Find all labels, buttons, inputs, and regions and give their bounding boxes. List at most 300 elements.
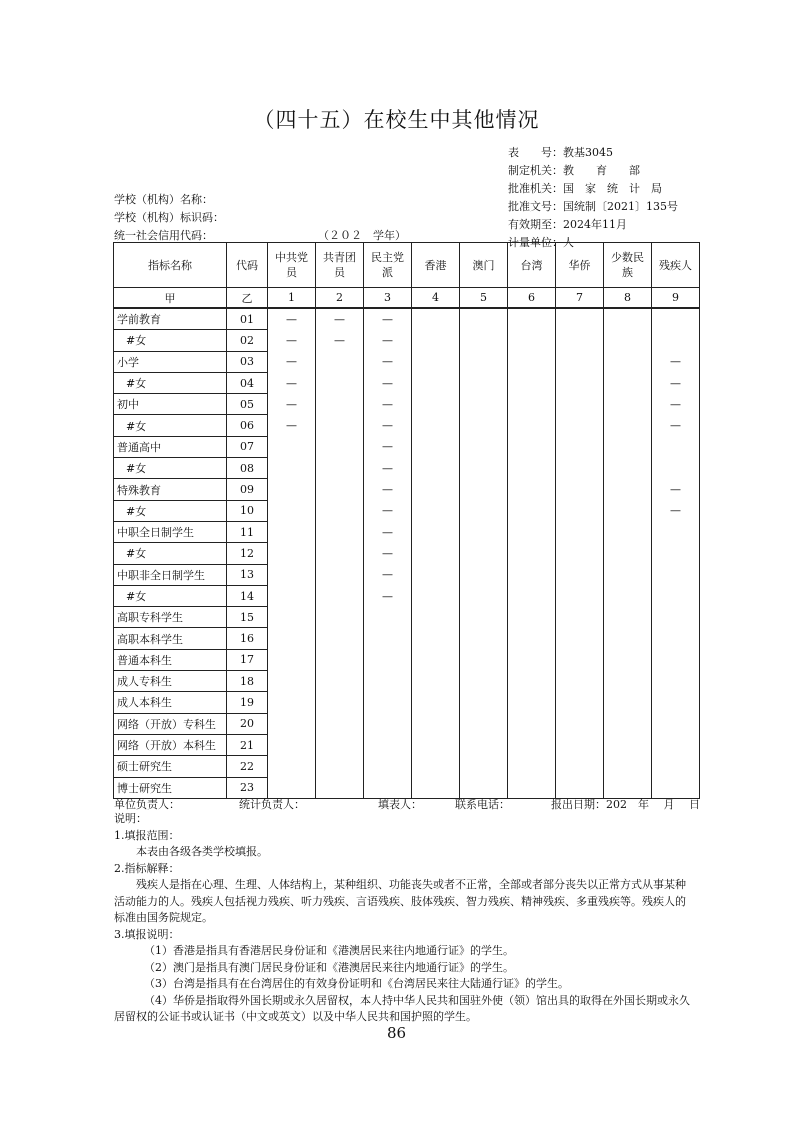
data-entry-cell[interactable]: [556, 734, 604, 755]
school-year-note: （２０２ 学年）: [318, 229, 406, 242]
column-header: 少数民 族: [604, 243, 652, 288]
data-entry-cell[interactable]: [508, 521, 556, 542]
data-entry-cell[interactable]: [460, 479, 508, 500]
data-entry-cell[interactable]: [556, 394, 604, 415]
data-entry-cell[interactable]: [268, 585, 316, 606]
valid-until: 有效期至：2024年11月: [508, 218, 627, 231]
notes-section: [114, 811, 694, 1026]
data-entry-cell[interactable]: [556, 628, 604, 649]
not-applicable-cell: —: [268, 372, 316, 393]
row-label: 成人专科生: [114, 671, 227, 692]
data-entry-cell[interactable]: [316, 479, 364, 500]
table-row: [114, 734, 700, 755]
data-entry-cell[interactable]: [652, 713, 700, 734]
data-entry-cell[interactable]: [652, 607, 700, 628]
table-row: [114, 713, 700, 734]
data-entry-cell[interactable]: [412, 458, 460, 479]
data-entry-cell[interactable]: [652, 308, 700, 330]
row-code: 14: [227, 585, 268, 606]
column-index: 8: [604, 288, 652, 309]
row-code: 20: [227, 713, 268, 734]
data-entry-cell[interactable]: [268, 564, 316, 585]
data-entry-cell[interactable]: [316, 415, 364, 436]
school-name-field[interactable]: 学校（机构）名称：: [114, 193, 213, 206]
data-entry-cell[interactable]: [316, 671, 364, 692]
not-applicable-cell: —: [652, 500, 700, 521]
row-code: 18: [227, 671, 268, 692]
column-header: 中共党 员: [268, 243, 316, 288]
data-entry-cell[interactable]: [556, 713, 604, 734]
data-entry-cell[interactable]: [460, 756, 508, 777]
data-entry-cell[interactable]: [556, 649, 604, 670]
data-entry-cell[interactable]: [364, 756, 412, 777]
data-entry-cell[interactable]: [556, 479, 604, 500]
approval-number: 批准文号：国统制〔2021〕135号: [508, 200, 678, 213]
data-entry-cell[interactable]: [556, 756, 604, 777]
not-applicable-cell: —: [268, 330, 316, 351]
column-header: 香港: [412, 243, 460, 288]
data-entry-cell[interactable]: [556, 521, 604, 542]
data-entry-cell[interactable]: [412, 564, 460, 585]
table-row: [114, 692, 700, 713]
not-applicable-cell: —: [652, 394, 700, 415]
data-entry-cell[interactable]: [460, 692, 508, 713]
data-entry-cell[interactable]: [604, 734, 652, 755]
data-entry-cell[interactable]: [460, 649, 508, 670]
data-entry-cell[interactable]: [604, 521, 652, 542]
data-entry-cell[interactable]: [604, 372, 652, 393]
row-label: #女: [114, 372, 227, 393]
notes-item-2: （2）澳门是指具有澳门居民身份证和《港澳居民来往内地通行证》的学生。: [144, 960, 514, 974]
row-code: 01: [227, 308, 268, 330]
data-entry-cell[interactable]: [652, 436, 700, 457]
data-entry-cell[interactable]: [460, 564, 508, 585]
table-row: [114, 415, 700, 436]
data-entry-cell[interactable]: [316, 692, 364, 713]
data-entry-cell[interactable]: [604, 415, 652, 436]
data-entry-cell[interactable]: [316, 521, 364, 542]
row-code: 09: [227, 479, 268, 500]
data-entry-cell[interactable]: [460, 543, 508, 564]
row-code: 08: [227, 458, 268, 479]
data-entry-cell[interactable]: [412, 649, 460, 670]
table-row: [114, 756, 700, 777]
data-entry-cell[interactable]: [412, 521, 460, 542]
data-entry-cell[interactable]: [508, 756, 556, 777]
not-applicable-cell: —: [652, 372, 700, 393]
row-code: 12: [227, 543, 268, 564]
data-entry-cell[interactable]: [460, 372, 508, 393]
not-applicable-cell: —: [316, 308, 364, 330]
data-entry-cell[interactable]: [412, 500, 460, 521]
column-header: 台湾: [508, 243, 556, 288]
data-entry-cell[interactable]: [460, 585, 508, 606]
data-entry-cell[interactable]: [460, 330, 508, 351]
data-entry-cell[interactable]: [652, 734, 700, 755]
data-entry-cell[interactable]: [460, 436, 508, 457]
data-entry-cell[interactable]: [316, 649, 364, 670]
data-entry-cell[interactable]: [316, 564, 364, 585]
data-entry-cell[interactable]: [412, 713, 460, 734]
table-row: [114, 372, 700, 393]
data-entry-cell[interactable]: [412, 308, 460, 330]
column-header: 华侨: [556, 243, 604, 288]
not-applicable-cell: —: [364, 330, 412, 351]
notes-section-2-title: 2.指标解释：: [114, 861, 180, 875]
data-entry-cell[interactable]: [412, 585, 460, 606]
table-header-row: [114, 243, 700, 288]
data-entry-cell[interactable]: [652, 756, 700, 777]
data-entry-cell[interactable]: [460, 351, 508, 372]
school-id-field[interactable]: 学校（机构）标识码：: [114, 211, 224, 224]
not-applicable-cell: —: [364, 585, 412, 606]
data-entry-cell[interactable]: [412, 351, 460, 372]
data-entry-cell[interactable]: [604, 628, 652, 649]
data-entry-cell[interactable]: [556, 458, 604, 479]
data-entry-cell[interactable]: [508, 500, 556, 521]
data-entry-cell[interactable]: [412, 394, 460, 415]
data-entry-cell[interactable]: [460, 521, 508, 542]
data-entry-cell[interactable]: [604, 351, 652, 372]
row-code: 07: [227, 436, 268, 457]
row-label: 学前教育: [114, 308, 227, 330]
not-applicable-cell: —: [364, 500, 412, 521]
not-applicable-cell: —: [268, 351, 316, 372]
row-label: 中职全日制学生: [114, 521, 227, 542]
data-entry-cell[interactable]: [604, 500, 652, 521]
table-row: [114, 543, 700, 564]
data-entry-cell[interactable]: [508, 607, 556, 628]
data-entry-cell[interactable]: [316, 713, 364, 734]
data-entry-cell[interactable]: [316, 543, 364, 564]
row-label: 高职专科学生: [114, 607, 227, 628]
data-entry-cell[interactable]: [316, 500, 364, 521]
data-entry-cell[interactable]: [268, 543, 316, 564]
not-applicable-cell: —: [364, 415, 412, 436]
row-label: 成人本科生: [114, 692, 227, 713]
data-entry-cell[interactable]: [364, 671, 412, 692]
table-row: [114, 671, 700, 692]
data-entry-cell[interactable]: [508, 734, 556, 755]
row-label: 博士研究生: [114, 777, 227, 798]
data-entry-cell[interactable]: [412, 607, 460, 628]
row-code: 13: [227, 564, 268, 585]
data-entry-cell[interactable]: [508, 713, 556, 734]
row-label: 小学: [114, 351, 227, 372]
table-row: [114, 564, 700, 585]
data-entry-cell[interactable]: [604, 649, 652, 670]
data-entry-cell[interactable]: [316, 351, 364, 372]
data-entry-cell[interactable]: [652, 330, 700, 351]
data-entry-cell[interactable]: [556, 351, 604, 372]
data-entry-cell[interactable]: [316, 585, 364, 606]
page-number: 86: [386, 1024, 407, 1042]
data-entry-cell[interactable]: [268, 671, 316, 692]
data-entry-cell[interactable]: [508, 649, 556, 670]
table-index-row: [114, 288, 700, 309]
row-code: 23: [227, 777, 268, 798]
data-entry-cell[interactable]: [652, 649, 700, 670]
data-entry-cell[interactable]: [652, 692, 700, 713]
row-code: 11: [227, 521, 268, 542]
unit-head-label: 单位负责人：: [114, 798, 180, 811]
data-entry-cell[interactable]: [268, 607, 316, 628]
data-entry-cell[interactable]: [508, 351, 556, 372]
data-entry-cell[interactable]: [460, 500, 508, 521]
data-entry-cell[interactable]: [604, 308, 652, 330]
data-entry-cell[interactable]: [364, 713, 412, 734]
data-entry-cell[interactable]: [412, 756, 460, 777]
data-entry-cell[interactable]: [652, 628, 700, 649]
data-entry-cell[interactable]: [604, 692, 652, 713]
unit-of-measure: 计量单位：人: [508, 236, 574, 249]
row-label: #女: [114, 543, 227, 564]
data-entry-cell[interactable]: [508, 479, 556, 500]
data-entry-cell[interactable]: [556, 415, 604, 436]
data-entry-cell[interactable]: [556, 564, 604, 585]
data-entry-cell[interactable]: [460, 607, 508, 628]
data-entry-cell[interactable]: [460, 415, 508, 436]
not-applicable-cell: —: [364, 458, 412, 479]
column-index: 9: [652, 288, 700, 309]
data-entry-cell[interactable]: [604, 436, 652, 457]
data-entry-cell[interactable]: [316, 372, 364, 393]
approving-authority: 批准机关：国 家 统 计 局: [508, 182, 662, 195]
data-entry-cell[interactable]: [556, 543, 604, 564]
data-entry-cell[interactable]: [556, 308, 604, 330]
table-row: [114, 521, 700, 542]
data-entry-cell[interactable]: [460, 394, 508, 415]
table-row: [114, 351, 700, 372]
table-row: [114, 330, 700, 351]
not-applicable-cell: —: [364, 543, 412, 564]
data-entry-cell[interactable]: [604, 330, 652, 351]
column-index: 3: [364, 288, 412, 309]
column-header: 代码: [227, 243, 268, 288]
phone-label: 联系电话：: [455, 798, 510, 811]
column-header: 指标名称: [114, 243, 227, 288]
data-entry-cell[interactable]: [364, 607, 412, 628]
data-entry-cell[interactable]: [316, 756, 364, 777]
not-applicable-cell: —: [268, 308, 316, 330]
data-entry-cell[interactable]: [508, 564, 556, 585]
row-label: 特殊教育: [114, 479, 227, 500]
issuing-authority: 制定机关：教 育 部: [508, 164, 640, 177]
row-label: 高职本科学生: [114, 628, 227, 649]
column-index: 4: [412, 288, 460, 309]
data-entry-cell[interactable]: [460, 671, 508, 692]
table-row: [114, 585, 700, 606]
data-entry-cell[interactable]: [460, 628, 508, 649]
data-entry-cell[interactable]: [412, 415, 460, 436]
data-entry-cell[interactable]: [604, 458, 652, 479]
data-entry-cell[interactable]: [316, 607, 364, 628]
data-entry-cell[interactable]: [412, 543, 460, 564]
data-entry-cell[interactable]: [556, 372, 604, 393]
data-entry-cell[interactable]: [508, 543, 556, 564]
data-entry-cell[interactable]: [412, 628, 460, 649]
data-entry-cell[interactable]: [412, 479, 460, 500]
row-label: 网络（开放）专科生: [114, 713, 227, 734]
data-entry-cell[interactable]: [556, 607, 604, 628]
form-meta-right: [508, 144, 678, 252]
data-entry-cell[interactable]: [316, 628, 364, 649]
data-entry-cell[interactable]: [268, 692, 316, 713]
data-entry-cell[interactable]: [604, 671, 652, 692]
row-code: 17: [227, 649, 268, 670]
table-row: [114, 500, 700, 521]
row-label: 普通高中: [114, 436, 227, 457]
not-applicable-cell: —: [364, 308, 412, 330]
table-row: [114, 607, 700, 628]
table-row: [114, 649, 700, 670]
data-entry-cell[interactable]: [268, 500, 316, 521]
not-applicable-cell: —: [364, 351, 412, 372]
row-code: 06: [227, 415, 268, 436]
data-entry-cell[interactable]: [604, 543, 652, 564]
row-label: 硕士研究生: [114, 756, 227, 777]
data-entry-cell[interactable]: [268, 521, 316, 542]
data-entry-cell[interactable]: [316, 436, 364, 457]
data-entry-cell[interactable]: [556, 671, 604, 692]
not-applicable-cell: —: [364, 436, 412, 457]
row-label: #女: [114, 330, 227, 351]
not-applicable-cell: —: [652, 351, 700, 372]
not-applicable-cell: —: [652, 479, 700, 500]
data-entry-cell[interactable]: [412, 671, 460, 692]
column-index: 甲: [114, 288, 227, 309]
data-entry-cell[interactable]: [508, 330, 556, 351]
data-entry-cell[interactable]: [508, 458, 556, 479]
data-entry-cell[interactable]: [508, 692, 556, 713]
data-entry-cell[interactable]: [460, 734, 508, 755]
data-entry-cell[interactable]: [556, 585, 604, 606]
statistics-table: [113, 242, 700, 799]
table-row: [114, 308, 700, 330]
data-entry-cell[interactable]: [508, 628, 556, 649]
data-entry-cell[interactable]: [652, 543, 700, 564]
notes-section-1-text: 本表由各级各类学校填报。: [136, 845, 268, 858]
stat-head-label: 统计负责人：: [239, 798, 305, 811]
not-applicable-cell: —: [364, 372, 412, 393]
data-entry-cell[interactable]: [316, 394, 364, 415]
table-row: [114, 628, 700, 649]
row-code: 10: [227, 500, 268, 521]
data-entry-cell[interactable]: [556, 330, 604, 351]
data-entry-cell[interactable]: [268, 756, 316, 777]
data-entry-cell[interactable]: [652, 585, 700, 606]
column-index: 乙: [227, 288, 268, 309]
column-header: 残疾人: [652, 243, 700, 288]
data-entry-cell[interactable]: [652, 458, 700, 479]
data-entry-cell[interactable]: [508, 585, 556, 606]
data-entry-cell[interactable]: [556, 436, 604, 457]
data-entry-cell[interactable]: [652, 671, 700, 692]
data-entry-cell[interactable]: [508, 436, 556, 457]
data-entry-cell[interactable]: [604, 585, 652, 606]
not-applicable-cell: —: [364, 521, 412, 542]
data-entry-cell[interactable]: [508, 415, 556, 436]
notes-heading: 说明：: [114, 812, 147, 825]
data-entry-cell[interactable]: [268, 479, 316, 500]
data-entry-cell[interactable]: [460, 458, 508, 479]
data-entry-cell[interactable]: [652, 521, 700, 542]
data-entry-cell[interactable]: [604, 394, 652, 415]
page-title: （四十五）在校生中其他情况: [253, 108, 540, 132]
data-entry-cell[interactable]: [268, 713, 316, 734]
data-entry-cell[interactable]: [604, 756, 652, 777]
column-index: 7: [556, 288, 604, 309]
data-entry-cell[interactable]: [412, 734, 460, 755]
row-code: 16: [227, 628, 268, 649]
data-entry-cell[interactable]: [412, 692, 460, 713]
not-applicable-cell: —: [364, 479, 412, 500]
data-entry-cell[interactable]: [268, 458, 316, 479]
data-entry-cell[interactable]: [604, 607, 652, 628]
data-entry-cell[interactable]: [556, 500, 604, 521]
data-entry-cell[interactable]: [556, 692, 604, 713]
data-entry-cell[interactable]: [364, 628, 412, 649]
data-entry-cell[interactable]: [508, 671, 556, 692]
data-entry-cell[interactable]: [412, 436, 460, 457]
not-applicable-cell: —: [268, 415, 316, 436]
row-label: #女: [114, 500, 227, 521]
column-index: 2: [316, 288, 364, 309]
data-entry-cell[interactable]: [316, 458, 364, 479]
data-entry-cell[interactable]: [412, 330, 460, 351]
notes-item-1: （1）香港是指具有香港居民身份证和《港澳居民来往内地通行证》的学生。: [144, 944, 514, 957]
column-header: 民主党 派: [364, 243, 412, 288]
row-code: 04: [227, 372, 268, 393]
column-index: 1: [268, 288, 316, 309]
data-entry-cell[interactable]: [604, 479, 652, 500]
signature-line: [114, 796, 704, 812]
credit-code-field[interactable]: 统一社会信用代码：: [114, 229, 213, 242]
filler-label: 填表人：: [378, 798, 422, 811]
data-entry-cell[interactable]: [460, 713, 508, 734]
row-code: 19: [227, 692, 268, 713]
data-entry-cell[interactable]: [364, 649, 412, 670]
not-applicable-cell: —: [364, 394, 412, 415]
row-code: 21: [227, 734, 268, 755]
form-meta-left: [114, 191, 224, 245]
data-entry-cell[interactable]: [508, 308, 556, 330]
data-entry-cell[interactable]: [508, 394, 556, 415]
data-entry-cell[interactable]: [268, 649, 316, 670]
data-entry-cell[interactable]: [268, 628, 316, 649]
data-entry-cell[interactable]: [460, 308, 508, 330]
table-row: [114, 458, 700, 479]
form-number: 表 号：教基3045: [508, 146, 613, 159]
row-label: 网络（开放）本科生: [114, 734, 227, 755]
data-entry-cell[interactable]: [364, 734, 412, 755]
report-date-label: 报出日期：202 年 月 日: [551, 798, 700, 811]
data-entry-cell[interactable]: [652, 564, 700, 585]
not-applicable-cell: —: [652, 415, 700, 436]
data-entry-cell[interactable]: [364, 692, 412, 713]
row-label: 初中: [114, 394, 227, 415]
data-entry-cell[interactable]: [604, 564, 652, 585]
data-entry-cell[interactable]: [412, 372, 460, 393]
data-entry-cell[interactable]: [604, 713, 652, 734]
data-entry-cell[interactable]: [316, 734, 364, 755]
table-row: [114, 436, 700, 457]
row-label: 中职非全日制学生: [114, 564, 227, 585]
data-entry-cell[interactable]: [508, 372, 556, 393]
data-entry-cell[interactable]: [268, 734, 316, 755]
data-entry-cell[interactable]: [268, 436, 316, 457]
notes-section-1-title: 1.填报范围：: [114, 828, 180, 842]
